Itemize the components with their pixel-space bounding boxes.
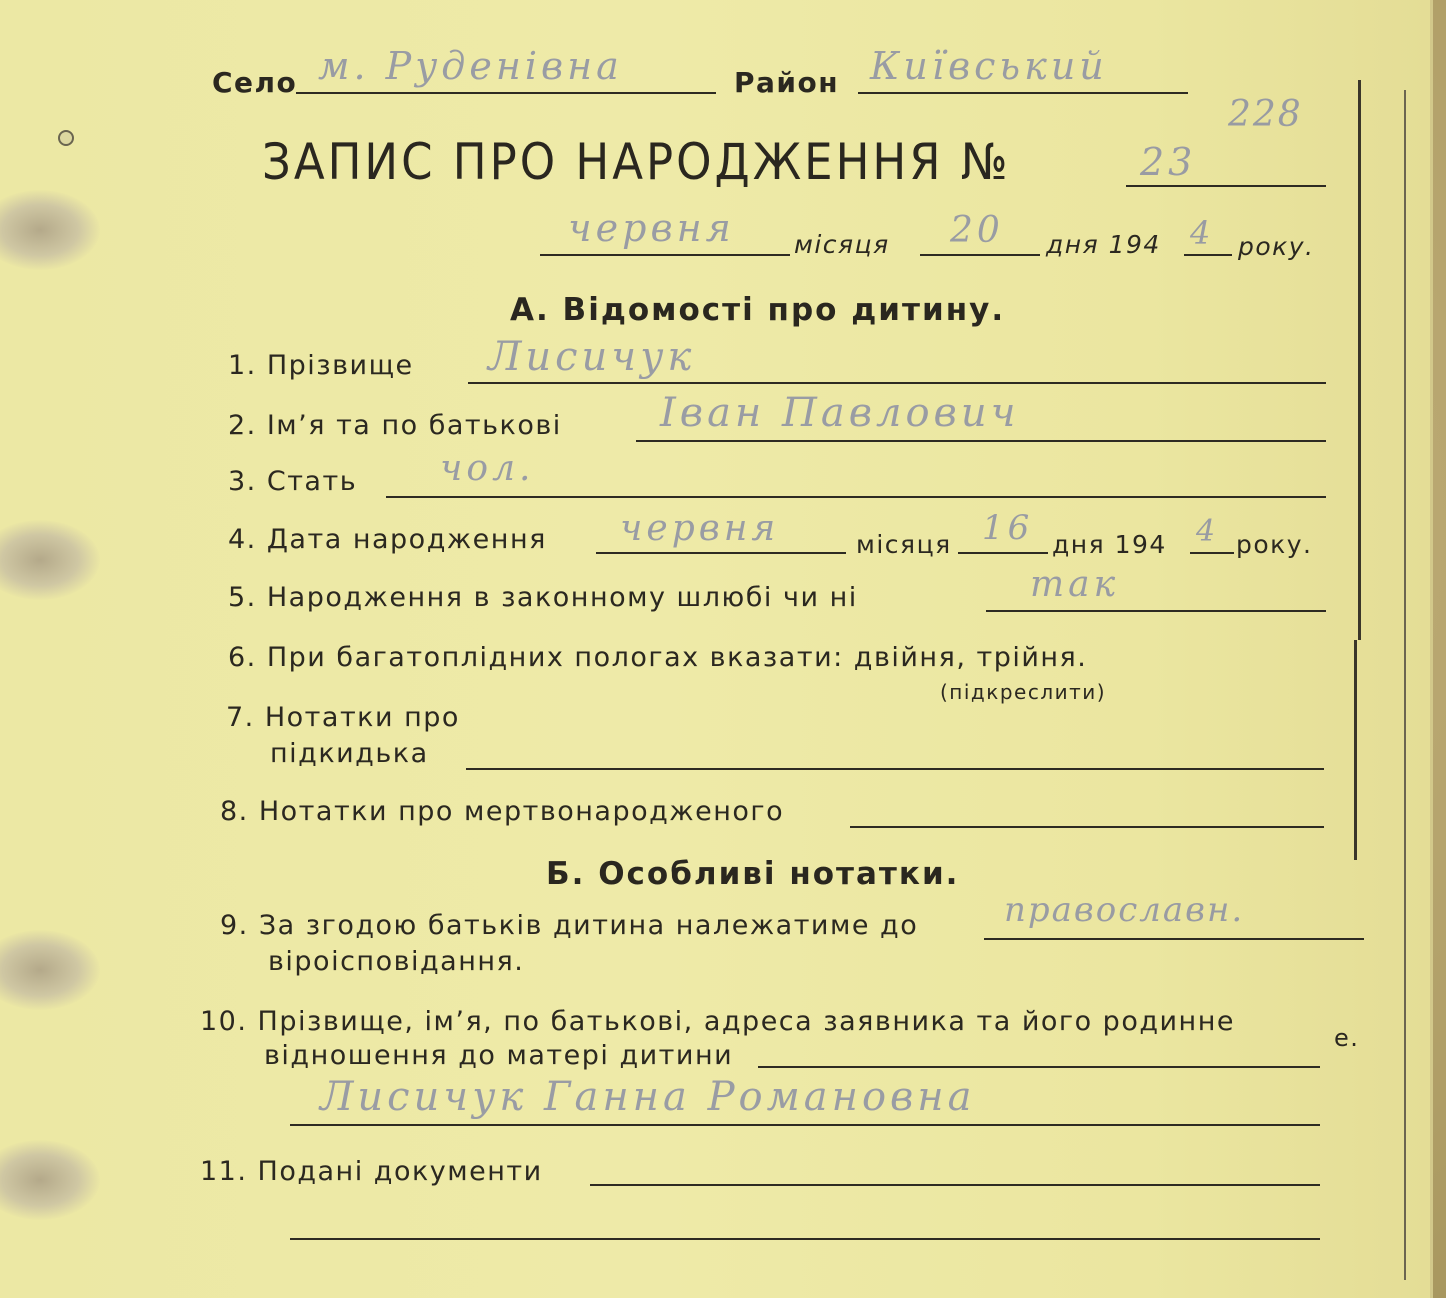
field-5-line (986, 610, 1326, 612)
field-1-label: 1. Прізвище (228, 350, 414, 381)
record-number-line (1126, 185, 1326, 187)
field-3-line (386, 496, 1326, 498)
section-a-heading: А. Відомості про дитину. (510, 292, 1006, 328)
field-4-year-word: року. (1236, 530, 1313, 559)
field-10-label-line2: відношення до матері дитини (264, 1040, 734, 1071)
field-9-line (984, 938, 1364, 940)
field-2-label: 2. Ім’я та по батькові (228, 410, 562, 441)
reg-month-word: місяця (794, 230, 890, 259)
field-9-label-line2: віроісповідання. (268, 946, 525, 977)
field-7-label-line1: 7. Нотатки про (226, 702, 460, 733)
district-label: Район (734, 66, 840, 99)
field-6-label: 6. При багатоплідних пологах вказати: двійня, трійня. (228, 642, 1088, 673)
field-2-value: Іван Павлович (660, 390, 1020, 436)
archive-number: 228 (1228, 94, 1303, 135)
reg-year-digit: 4 (1190, 214, 1215, 252)
field-3-label: 3. Стать (228, 466, 358, 497)
field-8-line (850, 826, 1324, 828)
punch-hole (0, 190, 100, 270)
reg-year-line (1184, 254, 1232, 256)
field-7-label-line2: підкидька (270, 738, 429, 769)
field-3-value: чол. (440, 448, 535, 489)
field-11-line2 (290, 1238, 1320, 1240)
field-10-label-end: е. (1334, 1024, 1360, 1052)
reg-day-line (920, 254, 1040, 256)
field-4-day-word: дня 194 (1052, 530, 1167, 559)
field-6-note: (підкреслити) (940, 680, 1107, 704)
pin-hole (58, 130, 74, 146)
punch-hole (0, 930, 100, 1010)
punch-hole (0, 520, 100, 600)
field-9-label-line1: 9. За згодою батьків дитина належатиме до (220, 910, 919, 941)
reg-day-value: 20 (950, 210, 1004, 251)
field-4-year-line (1190, 552, 1234, 554)
right-border-line (1354, 640, 1357, 860)
field-1-line (468, 382, 1326, 384)
village-line (296, 92, 716, 94)
field-1-value: Лисичук (488, 334, 696, 380)
field-2-line (636, 440, 1326, 442)
field-10-label-line1: 10. Прізвище, ім’я, по батькові, адреса заявника та його родинне (200, 1006, 1235, 1037)
field-11-line1 (590, 1184, 1320, 1186)
field-4-day-value: 16 (982, 508, 1034, 548)
field-4-month-word: місяця (856, 530, 952, 559)
reg-month-line (540, 254, 790, 256)
field-10-line2 (290, 1124, 1320, 1126)
field-8-label: 8. Нотатки про мертвонародженого (220, 796, 785, 827)
field-10-line1 (758, 1066, 1320, 1068)
reg-day-word: дня 194 (1046, 230, 1161, 259)
field-4-year-digit: 4 (1196, 514, 1220, 549)
record-title: ЗАПИС ПРО НАРОДЖЕННЯ № (262, 133, 1011, 191)
village-handwritten-value: м. Руденівна (318, 44, 623, 88)
field-4-day-line (958, 552, 1048, 554)
field-5-value: так (1030, 564, 1120, 605)
punch-hole (0, 1140, 100, 1220)
field-4-month-value: червня (620, 508, 780, 549)
right-edge-line (1404, 90, 1406, 1280)
field-7-line (466, 768, 1324, 770)
right-border-line (1358, 80, 1361, 640)
field-4-label: 4. Дата народження (228, 524, 547, 555)
field-10-value: Лисичук Ганна Романовна (320, 1074, 976, 1120)
field-9-value: православн. (1004, 890, 1245, 930)
field-4-month-line (596, 552, 846, 554)
section-b-heading: Б. Особливі нотатки. (546, 856, 960, 892)
reg-month-value: червня (568, 206, 735, 250)
reg-year-word: року. (1238, 232, 1315, 261)
field-5-label: 5. Народження в законному шлюбі чи ні (228, 582, 858, 613)
district-line (858, 92, 1188, 94)
village-label: Село (212, 66, 298, 99)
record-number-value: 23 (1140, 140, 1197, 184)
district-handwritten-value: Київський (870, 44, 1108, 88)
field-11-label: 11. Подані документи (200, 1156, 543, 1187)
